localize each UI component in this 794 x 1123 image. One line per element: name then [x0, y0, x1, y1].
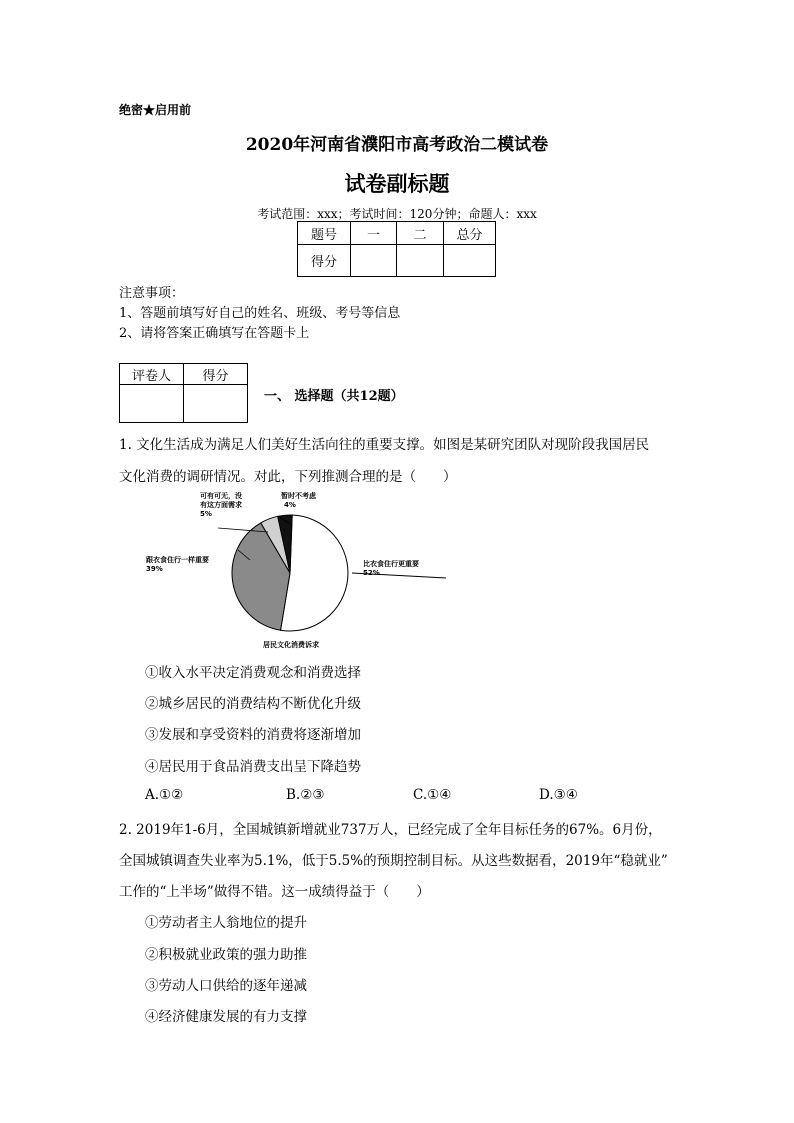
pie-label-text: 有这方面需求 — [200, 501, 242, 509]
pie-label-small — [200, 492, 242, 519]
pie-slices — [232, 515, 348, 631]
notes — [119, 284, 400, 344]
score-header-cell: 题号 — [298, 222, 351, 245]
question-1-line: 1. 文化生活成为满足人们美好生活向往的重要支撑。如图是某研究团队对现阶段我国居民 — [119, 437, 650, 453]
question-2-line: 全国城镇调查失业率为5.1%，低于5.5%的预期控制目标。从这些数据看，2019年“稳就业” — [119, 853, 668, 869]
notes-item: 2、请将答案正确填写在答题卡上 — [119, 326, 310, 341]
pie-label-pct: 4% — [284, 501, 296, 509]
question-2-line: 2. 2019年1-6月，全国城镇新增就业737万人，已经完成了全年目标任务的67%。6月份， — [119, 822, 662, 838]
notes-title: 注意事项： — [119, 286, 185, 301]
pie-label-text: 跟衣食住行一样重要 — [146, 556, 209, 564]
pie-label-tiny — [281, 492, 316, 510]
pie-label-pct: 5% — [200, 510, 212, 518]
notes-item: 1、答题前填写好自己的姓名、班级、考号等信息 — [119, 306, 401, 321]
question-2-line: 工作的“上半场”做得不错。这一成绩得益于（ ） — [119, 884, 430, 900]
section-title: 一、 选择题（共12题） — [264, 389, 404, 404]
pie-label-text: 暂时不考虑 — [281, 492, 316, 500]
choice-c[interactable]: C.①④ — [413, 787, 452, 803]
question-1-option: ①收入水平决定消费观念和消费选择 — [145, 665, 361, 681]
choice-b[interactable]: B.②③ — [286, 787, 325, 803]
score-header-cell: 二 — [397, 222, 444, 245]
grader-table — [119, 363, 248, 423]
pie-label-middle — [146, 556, 209, 574]
exam-title: 2020年河南省濮阳市高考政治二模试卷 — [245, 135, 549, 155]
score-header-cell: 一 — [351, 222, 397, 245]
secret-label: 绝密★启用前 — [119, 103, 192, 117]
pie-label-text: 比衣食住行更重要 — [363, 560, 419, 568]
question-1-line: 文化消费的调研情况。对此，下列推测合理的是（ ） — [119, 469, 457, 485]
grader-cell — [120, 385, 184, 423]
grader-header-cell: 评卷人 — [120, 364, 184, 385]
question-1-option: ②城乡居民的消费结构不断优化升级 — [145, 696, 361, 712]
grader-cell — [184, 385, 248, 423]
score-cell — [351, 245, 397, 277]
pie-label-pct: 52% — [363, 569, 380, 577]
choice-a[interactable]: A.①② — [145, 787, 184, 803]
question-2-option: ①劳动者主人翁地位的提升 — [145, 915, 307, 931]
pie-label-text: 可有可无，没 — [200, 492, 242, 500]
exam-info: 考试范围：xxx；考试时间：120分钟；命题人：xxx — [257, 207, 537, 221]
question-2-option: ②积极就业政策的强力助推 — [145, 947, 307, 963]
pie-label-large — [363, 560, 419, 578]
question-1-option: ③发展和享受资料的消费将逐渐增加 — [145, 727, 361, 743]
pie-label-pct: 39% — [146, 565, 163, 573]
question-2-option: ④经济健康发展的有力支撑 — [145, 1009, 307, 1025]
score-cell — [444, 245, 496, 277]
question-2-option: ③劳动人口供给的逐年递减 — [145, 978, 307, 994]
score-cell — [397, 245, 444, 277]
score-header-cell: 总分 — [444, 222, 496, 245]
exam-subtitle: 试卷副标题 — [344, 171, 450, 196]
pie-title: 居民文化消费诉求 — [263, 641, 319, 649]
score-table — [297, 221, 496, 277]
score-row-label: 得分 — [298, 245, 351, 277]
question-1-option: ④居民用于食品消费支出呈下降趋势 — [145, 759, 361, 775]
grader-header-cell: 得分 — [184, 364, 248, 385]
choice-d[interactable]: D.③④ — [539, 787, 578, 803]
